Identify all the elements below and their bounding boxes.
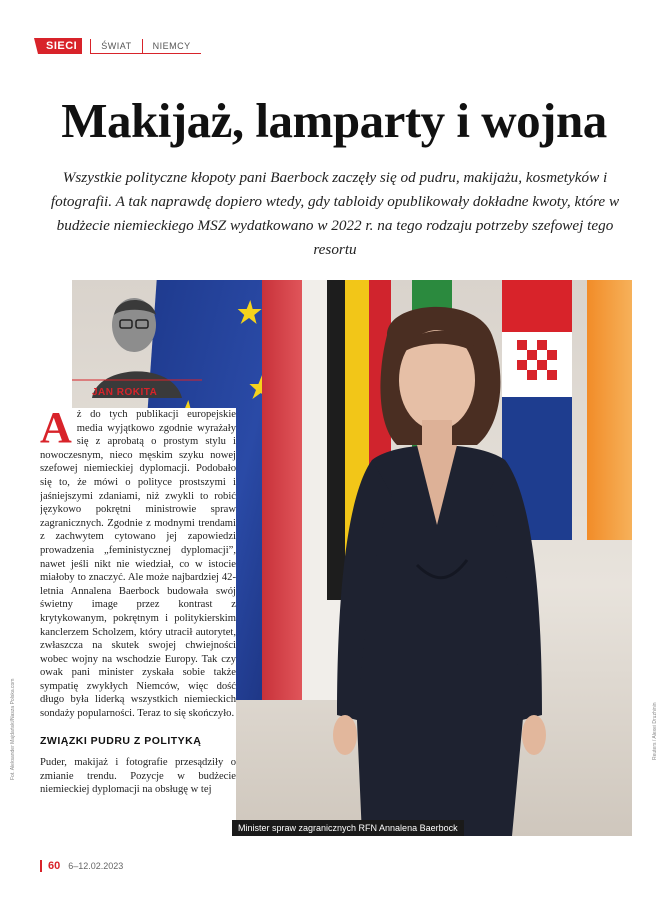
page-footer — [40, 860, 123, 872]
body-text-continued: Puder, makijaż i fotografie przesądziły o zmianie trendu. Pozycje w budżecie niemieckiej dyplomacji na obsługę w tej — [40, 757, 236, 796]
section-subhead: ZWIĄZKI PUDRU Z POLITYKĄ — [40, 734, 202, 747]
subsection-tag[interactable]: NIEMCY — [142, 39, 201, 54]
section-tag[interactable]: ŚWIAT — [90, 39, 141, 54]
author-portrait — [72, 280, 232, 398]
issue-date: 6–12.02.2023 — [68, 861, 124, 871]
article-title: Makijaż, lamparty i wojna — [61, 93, 607, 148]
photo-credit-right: Reuters / Alexei Druzhinin — [652, 702, 658, 760]
annalena-baerbock-figure — [277, 295, 597, 836]
article-lead: Wszystkie polityczne kłopoty pani Baerbock zaczęły się od pudru, makijażu, kosmetyków i fotografii. A tak naprawdę dopiero wtedy, gdy tabloidy opublikowały dokładne kwoty, które w budżecie niemieckiego MSZ wydatkowano w 2022 r. na tego rodzaju potrzeby szefowej tego resortu — [50, 169, 620, 258]
author-name[interactable]: JAN ROKITA — [92, 387, 158, 398]
drop-cap: A — [40, 408, 72, 452]
body-text: ż do tych publikacji europejskie media wyjątkowo zgodnie wyrażały się z aprobatą o prostym stylu i nowoczesnym, nieco męskim szyku nowej szefowej niemieckiej dyplomacji. Podobało się to, że mówi o polityce prostszymi i jaśniejszymi zdaniami, niż zwykli to robić językowo pokrętni ministrowie spraw zagranicznych. Zgodnie z modnymi trendami z zachwytem cytowano jej zapowiedzi prowadzenia „feministycznej dyplomacji”, nawet jeśli nikt nie wiedział, co w istocie miałoby to znaczyć. Ale może najbardziej 42-letnia Annalena Baerbock budowała swój świetny image przez kontrast z krytykowanym, pokrętnym i politykierskim kanclerzem Scholzem, który utracił autorytet, zwłaszcza na skutek swojej chwiejności wobec wojny na wschodzie Europy. Tak czy owak pani minister zyskała sobie także sympatię zwykłych Niemców, więc dość długo była liderką wszystkich niemieckich sondaży popularności. Teraz to się skończyło. — [40, 409, 236, 720]
photo-credit-left: Fot. Aleksander Majdański/Nasza Polska.com — [10, 678, 16, 780]
photo-caption: Minister spraw zagranicznych RFN Annalena Baerbock — [232, 820, 464, 836]
paragraph — [40, 408, 236, 721]
article-body — [40, 408, 236, 840]
sieci-logo[interactable]: SIECI — [38, 38, 82, 54]
page-number: 60 — [40, 860, 60, 872]
section-header — [38, 37, 201, 55]
